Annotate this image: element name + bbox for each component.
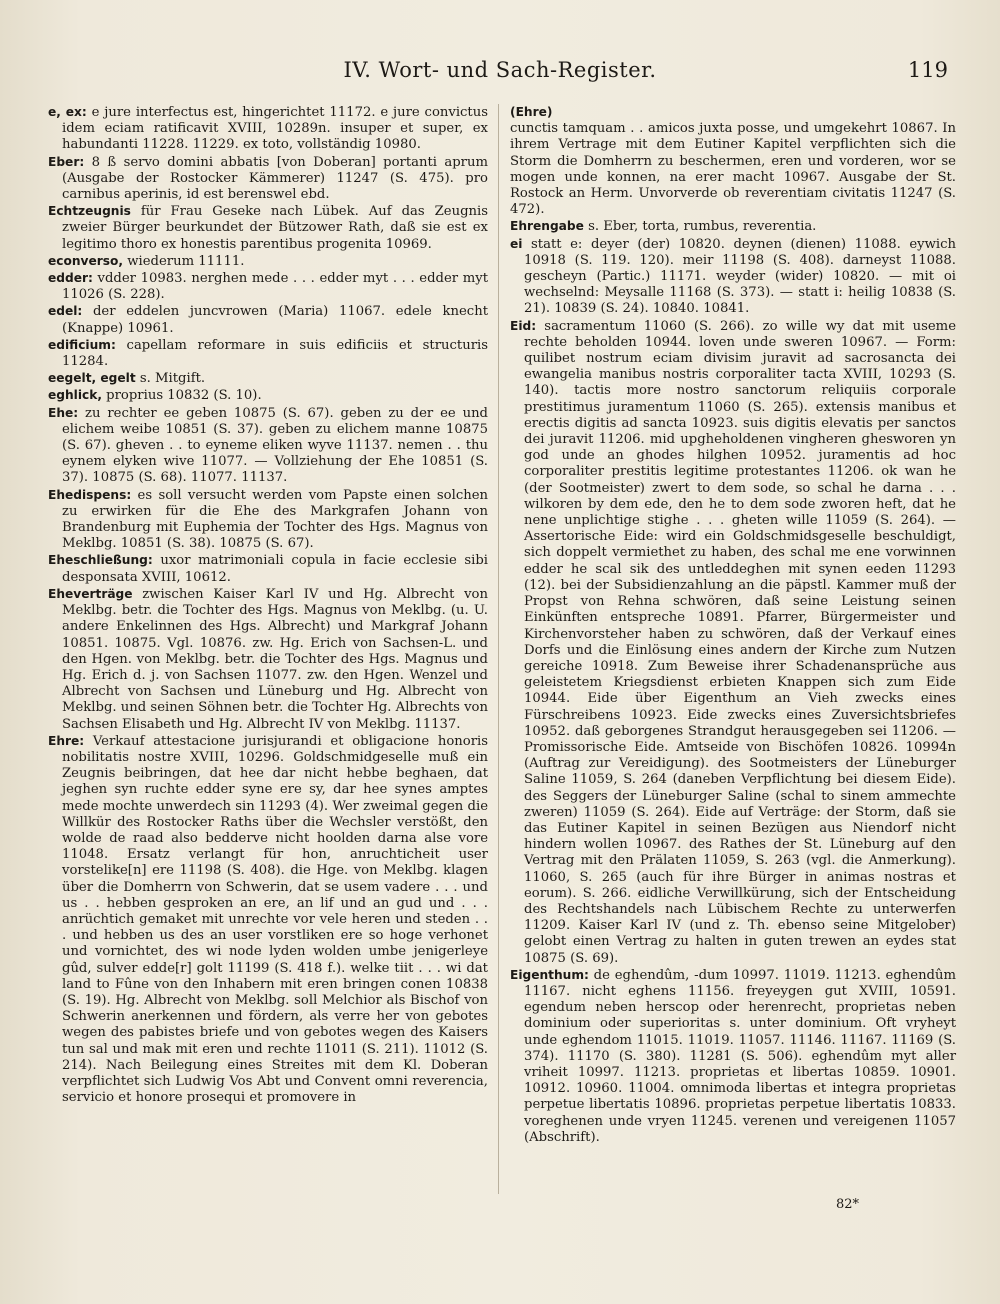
entry-headword: e, ex: xyxy=(48,105,87,119)
entry-headword: (Ehre) xyxy=(510,105,553,119)
index-entry xyxy=(48,253,488,270)
entry-headword: Echtzeugnis xyxy=(48,204,131,219)
entry-headword: Eheschließung: xyxy=(48,553,153,568)
entry-text: capellam reformare in suis edificiis et structuris 11284. xyxy=(62,337,488,370)
index-entry xyxy=(510,318,956,967)
entry-text: uxor matrimoniali copula in facie ecclesie sibi desponsata XVIII, 10612. xyxy=(62,553,488,585)
index-entry xyxy=(48,270,488,303)
entry-text: 8 ß servo domini abbatis [von Doberan] portanti aprum (Ausgabe der Rostocker Kämmerer) 11247 (S. 475). pro carnibus aperinis, id est berenswel ebd. xyxy=(62,154,488,203)
entry-text: der eddelen juncvrowen (Maria) 11067. edele knecht (Knappe) 10961. xyxy=(62,304,488,336)
left-column xyxy=(48,104,488,1106)
index-entry xyxy=(48,487,488,553)
index-entry xyxy=(48,387,488,404)
index-entry xyxy=(510,104,956,121)
page-title: IV. Wort- und Sach-Register. xyxy=(343,58,657,82)
entry-headword: Ehrengabe xyxy=(510,219,584,234)
entry-text: s. Mitgift. xyxy=(135,371,206,387)
index-entry xyxy=(48,203,488,253)
entry-text: cunctis tamquam . . amicos juxta posse, und umgekehrt 10867. In ihrem Vertrage mit dem Eutiner Kapitel verpflichten sich die Storm die Domherrn zu beschermen, eren und vorderen, wor se mogen unde konnen, na erer macht 10967. Ausgabe der St. Rostock an Herm. Unvorverde ob reverentiam civitatis 11247 (S. 472). xyxy=(510,121,956,218)
entry-headword: ei xyxy=(510,236,523,251)
entry-headword: edificium: xyxy=(48,337,116,352)
index-entry xyxy=(510,967,956,1146)
entry-text: es soll versucht werden vom Papste einen solchen zu erwirken für die Ehe des Markgrafen Johann von Brandenburg mit Euphemia der Tochter des Hgs. Magnus von Meklbg. 10851 (S. 38). 10875 (S. 67). xyxy=(62,487,488,552)
printer-signature: 82* xyxy=(836,1197,860,1212)
entry-text: Verkauf attestacione jurisjurandi et obligacione honoris nobilitatis nostre XVIII, 10296. Goldschmidgeselle muß ein Zeugnis beibringen, dat hee dar nicht hebbe beghaen, dat jeghen syn ruchte edder syne ere sy, dar hee synes amptes mede mochte unwerdech sin 11293 (4). Wer zweimal gegen die Willkür des Rostocker Raths über die Wechsler verstößt, den wolde de raad also bedderve nicht hoolden darna alse vore 11048. Ersatz verlangt für hon, anruchticheit user vorstelike[n] ere 11198 (S. 408). die Hge. von Meklbg. klagen über die Domherrn von Schwerin, dat se usem vadere . . . und us . . hebben gesproken an ere, an lif und an gud und . . . anrüchtich gemaket mit unrechte vor vele heren und steden . . . und hebben us des an user vorstliken ere so hoge verhonet und vornichtet, des wi node lyden wolden umbe jenigerleye gûd, sulver edde[r] golt 11199 (S. 418 f.). welke tiit . . . wi dat land to Fûne von den Inhabern mit eren bringen conen 10838 (S. 19). Hg. Albrecht von Meklbg. soll Melchior als Bischof von Schwerin anerkennen und fördern, als verre her von gebotes wegen des pabistes briefe und von gebotes wegen des Kaisers tun sal und mak mit eren und rechte 11011 (S. 211). 11012 (S. 214). Nach Beilegung eines Streites mit dem Kl. Doberan verpflichtet sich Ludwig Vos Abt und Convent omni reverencia, servicio et honore prosequi et promovere in xyxy=(62,733,488,1106)
index-entry xyxy=(48,104,488,154)
entry-headword: Eber: xyxy=(48,154,85,169)
entry-headword: econverso, xyxy=(48,253,124,268)
index-entry xyxy=(48,552,488,585)
entry-text: für Frau Geseke nach Lübek. Auf das Zeugnis zweier Bürger beurkundet der Bützower Rath, daß sie est ex legitimo thoro ex honestis parentibus progenita 10969. xyxy=(62,204,488,252)
entry-headword: Eigenthum: xyxy=(510,967,589,982)
entry-headword: Ehe: xyxy=(48,405,79,420)
entry-headword: edder: xyxy=(48,271,93,286)
entry-headword: Eid: xyxy=(510,318,537,333)
entry-headword: eghlick, xyxy=(48,388,102,403)
running-header xyxy=(40,58,960,90)
entry-headword: Ehedispens: xyxy=(48,487,132,502)
right-column xyxy=(510,104,956,1146)
column-divider xyxy=(498,104,499,1194)
entry-text: wiederum 11111. xyxy=(123,253,245,269)
entry-text: s. Eber, torta, rumbus, reverentia. xyxy=(583,219,817,235)
entry-headword: edel: xyxy=(48,304,83,319)
index-entry xyxy=(510,236,956,318)
index-entry xyxy=(48,154,488,204)
index-entry xyxy=(48,586,488,733)
entry-headword: eegelt, egelt xyxy=(48,371,136,386)
entry-text: statt e: deyer (der) 10820. deynen (dienen) 11088. eywich 10918 (S. 119. 120). meir 11198 (S. 408). darneyst 11088. gescheyn (Partic.) 11171. weyder (wider) 10820. — mit oi wechselnd: Meysalle 11168 (S. 373). — statt i: heilig 10838 (S. 21). 10839 (S. 24). 10840. 10841. xyxy=(522,236,956,317)
entry-text: zwischen Kaiser Karl IV und Hg. Albrecht von Meklbg. betr. die Tochter des Hgs. Magnus von Meklbg. (u. U. andere Enkelinnen des Hgs. Albrecht) und Markgraf Johann 10851. 10875. Vgl. 10876. zw. Hg. Erich von Sachsen-L. und den Hgen. von Meklbg. betr. die Tochter des Hgs. Magnus und Hg. Erich d. j. von Sachsen 11077. zw. den Hgen. Wenzel und Albrecht von Sachsen und Lüneburg und Hg. Albrecht von Meklbg. und seinen Söhnen betr. die Tochter Hg. Albrechts von Sachsen Elisabeth und Hg. Albrecht IV von Meklbg. 11137. xyxy=(62,586,488,732)
entry-headword: Ehre: xyxy=(48,733,85,748)
entry-text: e jure interfectus est, hingerichtet 11172. e jure convictus idem eciam ratificavit XVIII, 10289n. insuper et super, ex habundanti 11228. 11229. ex toto, vollständig 10980. xyxy=(62,105,488,153)
index-entry xyxy=(48,733,488,1107)
entry-headword: Eheverträge xyxy=(48,586,133,601)
entry-text: sacramentum 11060 (S. 266). zo wille wy dat mit useme rechte beholden 10944. loven unde sweren 10967. — Form: quilibet nostrum eciam divisim juravit ad sacrosancta dei ewangelia manibus nostris corporaliter tacta XVIII, 10293 (S. 140). tactis more nostro sanctorum reliquiis corporale prestitimus juramentum 11060 (S. 265). extensis manibus et erectis digitis ad sancta 10923. suis digitis elevatis per sanctos dei juravit 11206. mid upgheholdenen vingheren ghesworen yn god unde an ghodes hilghen 10952. juramentis ad hoc corporaliter prestitis legitime protestantes 11206. ok wan he (der Sootmeister) zwert to dem sode, so schal he darna . . . wilkoren by dem ede, den he to dem sode zworen heft, dat he nene unplichtige stighe . . . gheten wille 11059 (S. 264). — Assertorische Eide: wird ein Goldschmidsgeselle beschuldigt, sich doppelt vermiethet zu haben, des schal me ene vorwinnen edder he scal sik des untleddeghen mit synen eeden 11293 (12). bei der Subsidienzahlung an die päpstl. Kammer muß der Propst von Rehna schwören, daß seine Leistung seinen Einkünften entspreche 10891. Pfarrer, Bürgermeister und Kirchenvorsteher haben zu schwören, daß der Verkauf eines Dorfs und die Einlösung eines andern der Kirche zum Nutzen gereiche 10918. Zum Beweise ihrer Schadenansprüche aus geleistetem Kriegsdienst erbieten Knappen sich zum Eide 10944. Eide über Eigenthum an Vieh zwecks eines Fürschreibens 10923. Eide zwecks eines Zuversichtsbriefes 10952. daß geborgenes Strandgut herausgegeben sei 11206. — Promissorische Eide. Amtseide von Bischöfen 10826. 10994n (Auftrag zur Vereidigung). des Sootmeisters der Lüneburger Saline 11059, S. 264 (daneben Verpflichtung bei diesem Eide). des Seggers der Lüneburger Saline (schal to sinem ammechte zweren) 11059 (S. 264). Eide auf Verträge: der Storm, daß sie das Eutiner Kapitel in seinen Bezügen aus Niendorf nicht hindern wollen 10967. des Rathes der St. Lüneburg auf den Vertrag mit den Prälaten 11059, S. 263 (vgl. die Anmerkung). 11060, S. 265 (auch für ihre Bürger in animas nostras et eorum). S. 266. eidliche Verwillkürung, sich der Entscheidung des Rechtshandels nach Lübischem Rechte zu unterwerfen 11209. Kaiser Karl IV (und z. Th. ebenso seine Mitgelober) gelobt einen Vertrag zu halten in guten trewen an eydes stat 10875 (S. 69). xyxy=(524,318,956,966)
index-entry xyxy=(48,303,488,336)
index-entry xyxy=(510,121,956,218)
index-entry xyxy=(510,218,956,235)
entry-text: zu rechter ee geben 10875 (S. 67). geben zu der ee und elichem weibe 10851 (S. 37). geben zu elichem manne 10875 (S. 67). gheven . . to eyneme eliken wyve 11137. nemen . . thu eynem elyken wive 11077. — Vollziehung der Ehe 10851 (S. 37). 10875 (S. 68). 11077. 11137. xyxy=(62,405,488,486)
entry-text: de eghendûm, -dum 10997. 11019. 11213. eghendûm 11167. nicht eghens 11156. freyeygen gut XVIII, 10591. egendum neben herscop oder herenrecht, proprietas neben dominium oder superioritas s. unter dominium. Oft vryheyt unde eghendom 11015. 11019. 11057. 11146. 11167. 11169 (S. 374). 11170 (S. 380). 11281 (S. 506). eghendûm myt aller vriheit 10997. 11213. proprietas et libertas 10859. 10901. 10912. 10960. 11004. omnimoda libertas et integra proprietas perpetue libertatis 10896. proprietas perpetue libertatis 10833. voreghenen unde vryen 11245. verenen und vereigenen 11057 (Abschrift). xyxy=(524,967,956,1145)
entry-text: vdder 10983. nerghen mede . . . edder myt . . . edder myt 11026 (S. 228). xyxy=(62,271,488,303)
index-entry xyxy=(48,370,488,387)
page-number: 119 xyxy=(907,58,948,82)
index-entry xyxy=(48,405,488,487)
index-entry xyxy=(48,337,488,370)
entry-text: proprius 10832 (S. 10). xyxy=(101,388,262,404)
